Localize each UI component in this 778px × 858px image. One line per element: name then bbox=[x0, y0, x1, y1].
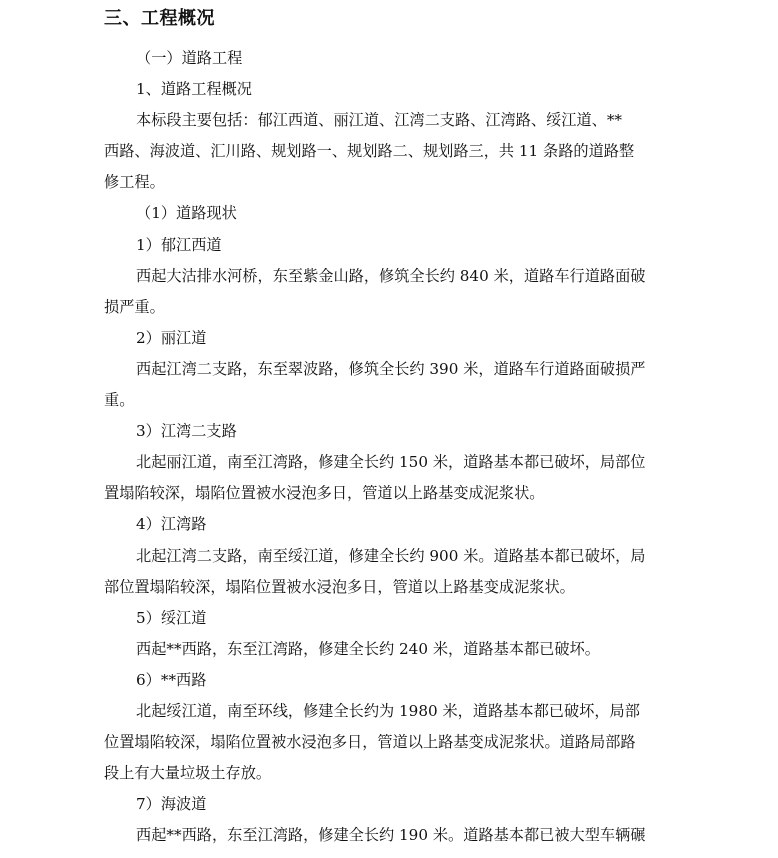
paragraph-line: （1）道路现状 bbox=[136, 204, 237, 223]
paragraph-line: 西起**西路，东至江湾路，修建全长约 240 米，道路基本都已破坏。 bbox=[136, 639, 600, 658]
paragraph-line: 置塌陷较深，塌陷位置被水浸泡多日，管道以上路基变成泥浆状。 bbox=[104, 484, 545, 503]
paragraph-line: 3）江湾二支路 bbox=[136, 422, 237, 441]
paragraph-line: 5）绥江道 bbox=[136, 608, 207, 627]
paragraph-line: （一）道路工程 bbox=[136, 49, 243, 67]
paragraph-line: 4）江湾路 bbox=[136, 515, 207, 534]
section-heading: 三、工程概况 bbox=[104, 8, 215, 29]
paragraph-line: 位置塌陷较深，塌陷位置被水浸泡多日，管道以上路基变成泥浆状。道路局部路 bbox=[104, 733, 636, 752]
body-text bbox=[104, 43, 684, 851]
paragraph-line: 本标段主要包括：郁江西道、丽江道、江湾二支路、江湾路、绥江道、** bbox=[136, 111, 622, 130]
paragraph-line: 西起大沽排水河桥，东至紫金山路，修筑全长约 840 米，道路车行道路面破 bbox=[136, 266, 646, 285]
paragraph-line: 段上有大量垃圾土存放。 bbox=[104, 764, 272, 783]
paragraph-line: 部位置塌陷较深，塌陷位置被水浸泡多日，管道以上路基变成泥浆状。 bbox=[104, 577, 575, 596]
paragraph-line: 1）郁江西道 bbox=[136, 235, 222, 254]
paragraph-line: 修工程。 bbox=[104, 173, 165, 192]
paragraph-line: 北起丽江道，南至江湾路，修建全长约 150 米，道路基本都已破坏，局部位 bbox=[136, 453, 646, 472]
paragraph-line: 2）丽江道 bbox=[136, 328, 207, 347]
paragraph-line: 西起**西路，东至江湾路，修建全长约 190 米。道路基本都已被大型车辆碾 bbox=[136, 826, 646, 845]
paragraph-line: 北起江湾二支路，南至绥江道，修建全长约 900 米。道路基本都已破坏，局 bbox=[136, 546, 646, 565]
paragraph-line: 西路、海波道、汇川路、规划路一、规划路二、规划路三，共 11 条路的道路整 bbox=[104, 142, 635, 161]
paragraph-line: 7）海波道 bbox=[136, 795, 207, 814]
paragraph-line: 1、道路工程概况 bbox=[136, 80, 252, 99]
paragraph-line: 西起江湾二支路，东至翠波路，修筑全长约 390 米，道路车行道路面破损严 bbox=[136, 359, 646, 378]
paragraph-line: 6）**西路 bbox=[136, 670, 207, 689]
paragraph-line: 北起绥江道，南至环线，修建全长约为 1980 米，道路基本都已破坏，局部 bbox=[136, 701, 640, 720]
paragraph-line: 重。 bbox=[104, 391, 135, 410]
paragraph-line: 损严重。 bbox=[104, 297, 165, 316]
